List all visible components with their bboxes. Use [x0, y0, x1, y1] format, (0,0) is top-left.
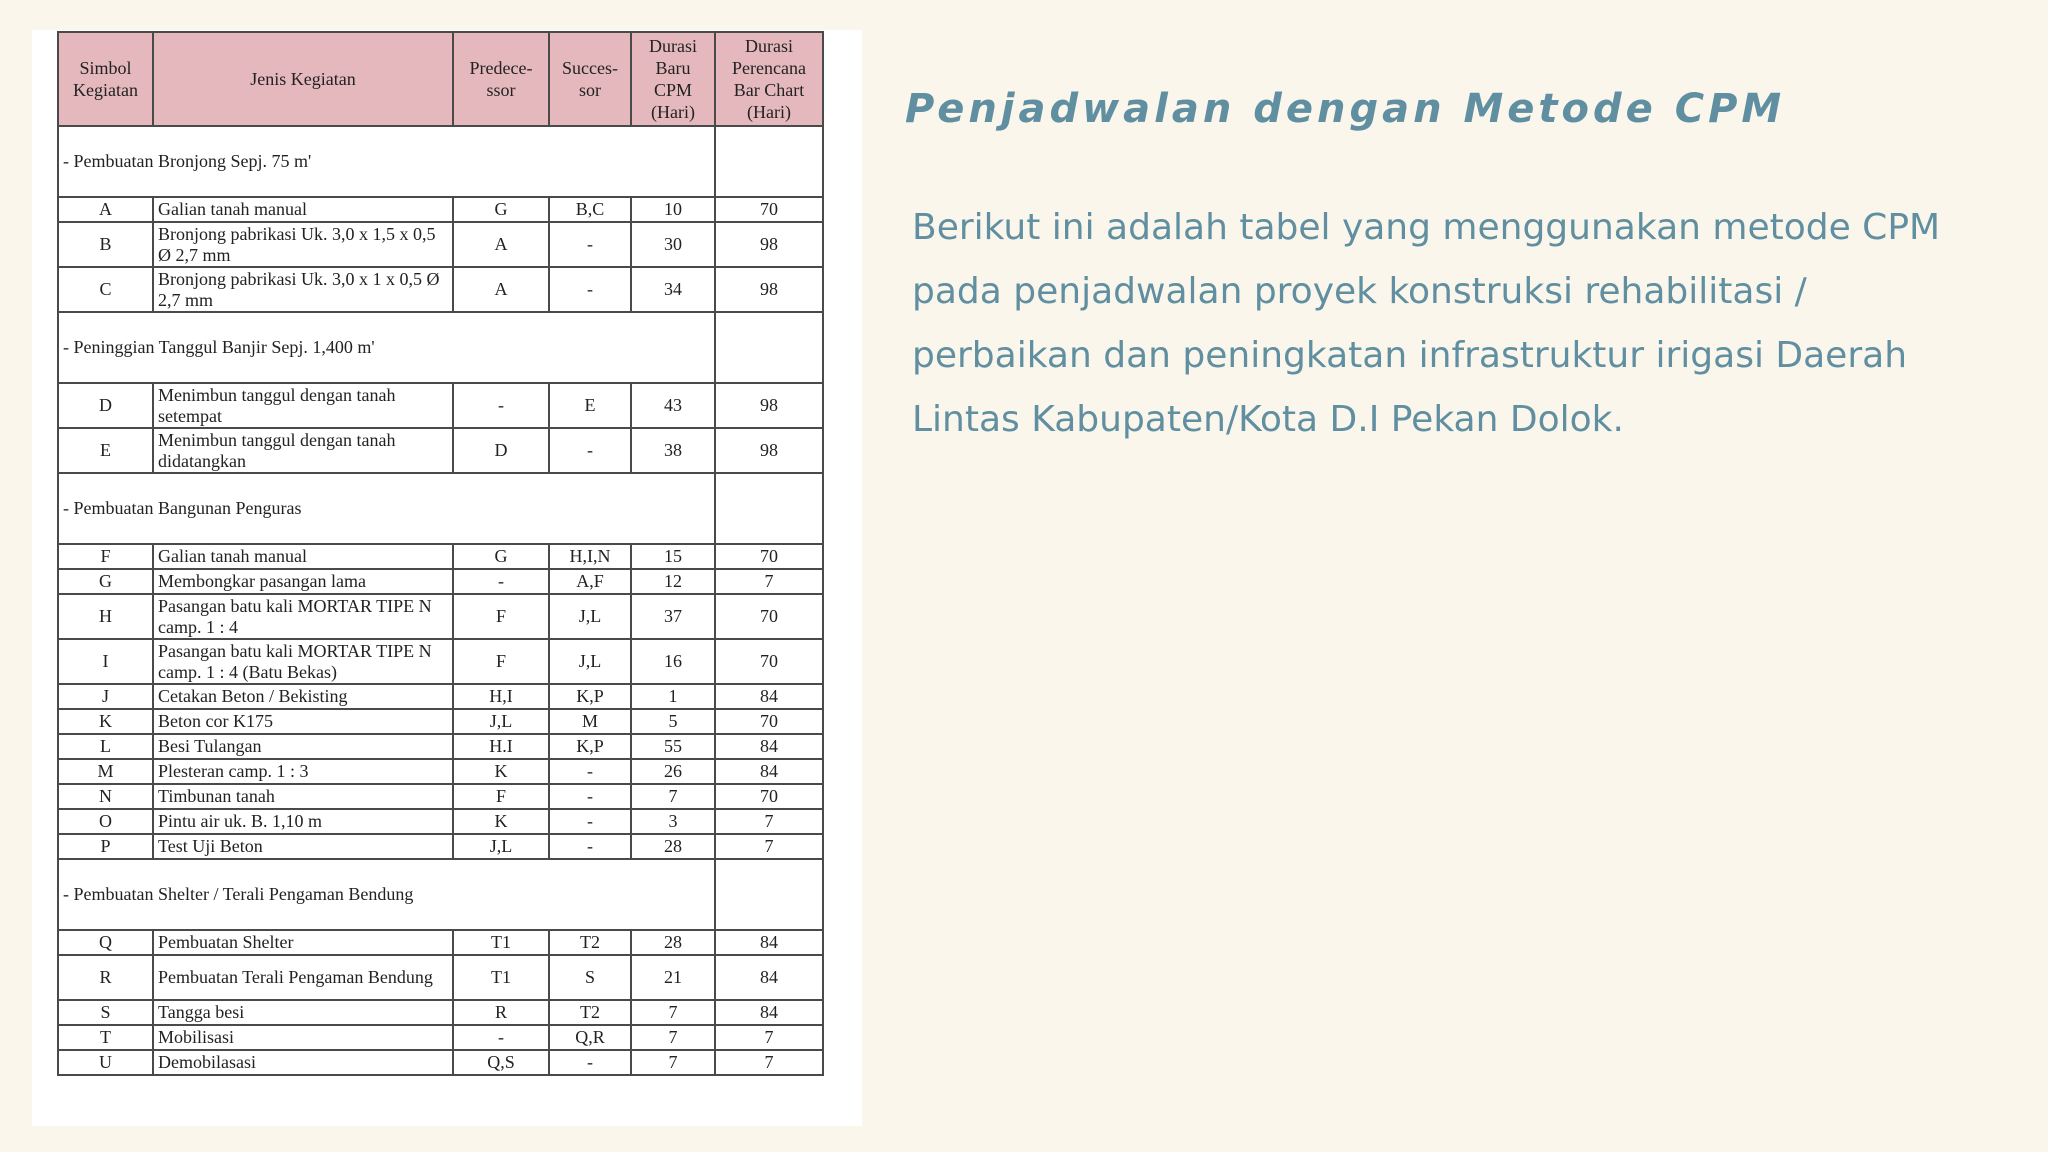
cell-successor: S [549, 955, 631, 1000]
cell-barchart-duration: 7 [715, 1050, 823, 1075]
cell-cpm-duration: 7 [631, 1050, 715, 1075]
cell-barchart-duration: 70 [715, 784, 823, 809]
header-barchart-duration: Durasi Perencana Bar Chart (Hari) [715, 32, 823, 126]
table-body [58, 126, 823, 1075]
cell-activity: Menimbun tanggul dengan tanah setempat [153, 383, 453, 428]
cell-successor: H,I,N [549, 544, 631, 569]
cell-barchart-duration: 70 [715, 197, 823, 222]
table-row [58, 1025, 823, 1050]
cell-activity: Plesteran camp. 1 : 3 [153, 759, 453, 784]
cell-barchart-duration: 7 [715, 809, 823, 834]
cell-activity: Membongkar pasangan lama [153, 569, 453, 594]
table-row [58, 544, 823, 569]
section-row [58, 312, 823, 383]
table-row [58, 569, 823, 594]
cell-predecessor: J,L [453, 709, 549, 734]
cell-successor: - [549, 809, 631, 834]
cell-barchart-duration: 84 [715, 759, 823, 784]
cell-symbol: D [58, 383, 153, 428]
cell-successor: - [549, 784, 631, 809]
cell-predecessor: T1 [453, 930, 549, 955]
cell-predecessor: F [453, 784, 549, 809]
cell-successor: - [549, 1050, 631, 1075]
cell-barchart-duration: 84 [715, 930, 823, 955]
header-successor: Succes-sor [549, 32, 631, 126]
cell-symbol: Q [58, 930, 153, 955]
cell-cpm-duration: 10 [631, 197, 715, 222]
cell-activity: Cetakan Beton / Bekisting [153, 684, 453, 709]
section-row [58, 859, 823, 930]
cell-activity: Besi Tulangan [153, 734, 453, 759]
cell-symbol: J [58, 684, 153, 709]
header-cpm-duration: Durasi Baru CPM (Hari) [631, 32, 715, 126]
cell-predecessor: F [453, 639, 549, 684]
cell-activity: Menimbun tanggul dengan tanah didatangkan [153, 428, 453, 473]
cell-activity: Test Uji Beton [153, 834, 453, 859]
cell-barchart-duration: 7 [715, 1025, 823, 1050]
cell-cpm-duration: 55 [631, 734, 715, 759]
cell-predecessor: A [453, 222, 549, 267]
cell-symbol: K [58, 709, 153, 734]
cell-cpm-duration: 26 [631, 759, 715, 784]
section-empty-cell [715, 126, 823, 197]
cell-barchart-duration: 84 [715, 1000, 823, 1025]
cell-cpm-duration: 1 [631, 684, 715, 709]
cell-symbol: I [58, 639, 153, 684]
header-symbol: Simbol Kegiatan [58, 32, 153, 126]
cell-barchart-duration: 98 [715, 267, 823, 312]
table-row [58, 1000, 823, 1025]
cell-predecessor: H,I [453, 684, 549, 709]
page-title: Penjadwalan dengan Metode CPM [905, 86, 1786, 132]
cell-cpm-duration: 12 [631, 569, 715, 594]
cell-symbol: R [58, 955, 153, 1000]
cell-cpm-duration: 7 [631, 784, 715, 809]
cell-barchart-duration: 70 [715, 544, 823, 569]
cell-symbol: L [58, 734, 153, 759]
table-row [58, 684, 823, 709]
cell-activity: Mobilisasi [153, 1025, 453, 1050]
cell-predecessor: R [453, 1000, 549, 1025]
cell-successor: B,C [549, 197, 631, 222]
cell-predecessor: G [453, 544, 549, 569]
cell-activity: Galian tanah manual [153, 197, 453, 222]
cell-successor: J,L [549, 594, 631, 639]
section-empty-cell [715, 859, 823, 930]
table-row [58, 594, 823, 639]
table-row [58, 955, 823, 1000]
cell-barchart-duration: 84 [715, 684, 823, 709]
cell-cpm-duration: 34 [631, 267, 715, 312]
cell-successor: J,L [549, 639, 631, 684]
cell-predecessor: T1 [453, 955, 549, 1000]
cell-successor: K,P [549, 734, 631, 759]
cell-successor: M [549, 709, 631, 734]
section-row [58, 473, 823, 544]
cell-activity: Bronjong pabrikasi Uk. 3,0 x 1,5 x 0,5 Ø 2,7 mm [153, 222, 453, 267]
cell-cpm-duration: 3 [631, 809, 715, 834]
cell-activity: Pasangan batu kali MORTAR TIPE N camp. 1 : 4 (Batu Bekas) [153, 639, 453, 684]
slide-description: Berikut ini adalah tabel yang menggunakan metode CPM pada penjadwalan proyek konstruksi rehabilitasi / perbaikan dan peningkatan infrastruktur irigasi Daerah Lintas Kabupaten/Kota D.I Pekan Dolok. [912, 207, 1941, 440]
cell-symbol: A [58, 197, 153, 222]
cell-cpm-duration: 30 [631, 222, 715, 267]
table-row [58, 809, 823, 834]
cell-predecessor: - [453, 383, 549, 428]
cell-successor: T2 [549, 930, 631, 955]
cell-barchart-duration: 70 [715, 594, 823, 639]
cell-predecessor: - [453, 569, 549, 594]
header-predecessor: Predece-ssor [453, 32, 549, 126]
cell-activity: Pasangan batu kali MORTAR TIPE N camp. 1 : 4 [153, 594, 453, 639]
section-empty-cell [715, 312, 823, 383]
cell-barchart-duration: 84 [715, 955, 823, 1000]
cell-predecessor: K [453, 809, 549, 834]
cell-symbol: F [58, 544, 153, 569]
table-card [32, 30, 862, 1126]
cell-cpm-duration: 5 [631, 709, 715, 734]
cell-successor: T2 [549, 1000, 631, 1025]
table-row [58, 930, 823, 955]
cell-symbol: N [58, 784, 153, 809]
cell-successor: - [549, 267, 631, 312]
cell-symbol: U [58, 1050, 153, 1075]
cell-barchart-duration: 7 [715, 569, 823, 594]
table-row [58, 759, 823, 784]
cell-cpm-duration: 38 [631, 428, 715, 473]
cell-activity: Demobilasasi [153, 1050, 453, 1075]
cell-successor: - [549, 834, 631, 859]
cell-barchart-duration: 98 [715, 222, 823, 267]
cell-activity: Bronjong pabrikasi Uk. 3,0 x 1 x 0,5 Ø 2,7 mm [153, 267, 453, 312]
table-row [58, 639, 823, 684]
cell-activity: Galian tanah manual [153, 544, 453, 569]
cell-cpm-duration: 37 [631, 594, 715, 639]
table-row [58, 197, 823, 222]
table-row [58, 428, 823, 473]
cell-activity: Pembuatan Shelter [153, 930, 453, 955]
cell-cpm-duration: 7 [631, 1025, 715, 1050]
cell-cpm-duration: 15 [631, 544, 715, 569]
table-row [58, 784, 823, 809]
table-header-row [58, 32, 823, 126]
cell-predecessor: - [453, 1025, 549, 1050]
cell-predecessor: K [453, 759, 549, 784]
cell-predecessor: A [453, 267, 549, 312]
cell-successor: E [549, 383, 631, 428]
section-title: - Pembuatan Bangunan Penguras [58, 473, 715, 544]
cell-activity: Tangga besi [153, 1000, 453, 1025]
cell-symbol: C [58, 267, 153, 312]
cell-barchart-duration: 98 [715, 383, 823, 428]
cell-successor: - [549, 428, 631, 473]
cell-symbol: O [58, 809, 153, 834]
cell-symbol: G [58, 569, 153, 594]
cell-successor: Q,R [549, 1025, 631, 1050]
cell-barchart-duration: 84 [715, 734, 823, 759]
cell-activity: Timbunan tanah [153, 784, 453, 809]
cell-cpm-duration: 43 [631, 383, 715, 428]
table-row [58, 709, 823, 734]
cell-cpm-duration: 21 [631, 955, 715, 1000]
cell-cpm-duration: 28 [631, 834, 715, 859]
cell-predecessor: G [453, 197, 549, 222]
cell-predecessor: J,L [453, 834, 549, 859]
section-title: - Pembuatan Shelter / Terali Pengaman Bendung [58, 859, 715, 930]
cpm-table [57, 31, 824, 1076]
cell-successor: - [549, 759, 631, 784]
cell-cpm-duration: 16 [631, 639, 715, 684]
cell-barchart-duration: 70 [715, 709, 823, 734]
cell-symbol: H [58, 594, 153, 639]
cell-symbol: M [58, 759, 153, 784]
cell-activity: Pintu air uk. B. 1,10 m [153, 809, 453, 834]
section-empty-cell [715, 473, 823, 544]
header-activity: Jenis Kegiatan [153, 32, 453, 126]
cell-predecessor: H.I [453, 734, 549, 759]
section-title: - Pembuatan Bronjong Sepj. 75 m' [58, 126, 715, 197]
cell-successor: K,P [549, 684, 631, 709]
cell-cpm-duration: 7 [631, 1000, 715, 1025]
table-row [58, 834, 823, 859]
cell-successor: A,F [549, 569, 631, 594]
table-row [58, 734, 823, 759]
section-title: - Peninggian Tanggul Banjir Sepj. 1,400 m' [58, 312, 715, 383]
cell-symbol: B [58, 222, 153, 267]
cell-barchart-duration: 70 [715, 639, 823, 684]
cell-activity: Pembuatan Terali Pengaman Bendung [153, 955, 453, 1000]
section-row [58, 126, 823, 197]
cell-successor: - [549, 222, 631, 267]
cell-cpm-duration: 28 [631, 930, 715, 955]
cell-predecessor: D [453, 428, 549, 473]
cell-symbol: E [58, 428, 153, 473]
cell-symbol: T [58, 1025, 153, 1050]
cell-predecessor: Q,S [453, 1050, 549, 1075]
table-row [58, 1050, 823, 1075]
cell-predecessor: F [453, 594, 549, 639]
table-row [58, 383, 823, 428]
cell-symbol: S [58, 1000, 153, 1025]
cell-barchart-duration: 98 [715, 428, 823, 473]
table-row [58, 222, 823, 267]
table-row [58, 267, 823, 312]
cell-barchart-duration: 7 [715, 834, 823, 859]
cell-symbol: P [58, 834, 153, 859]
cell-activity: Beton cor K175 [153, 709, 453, 734]
